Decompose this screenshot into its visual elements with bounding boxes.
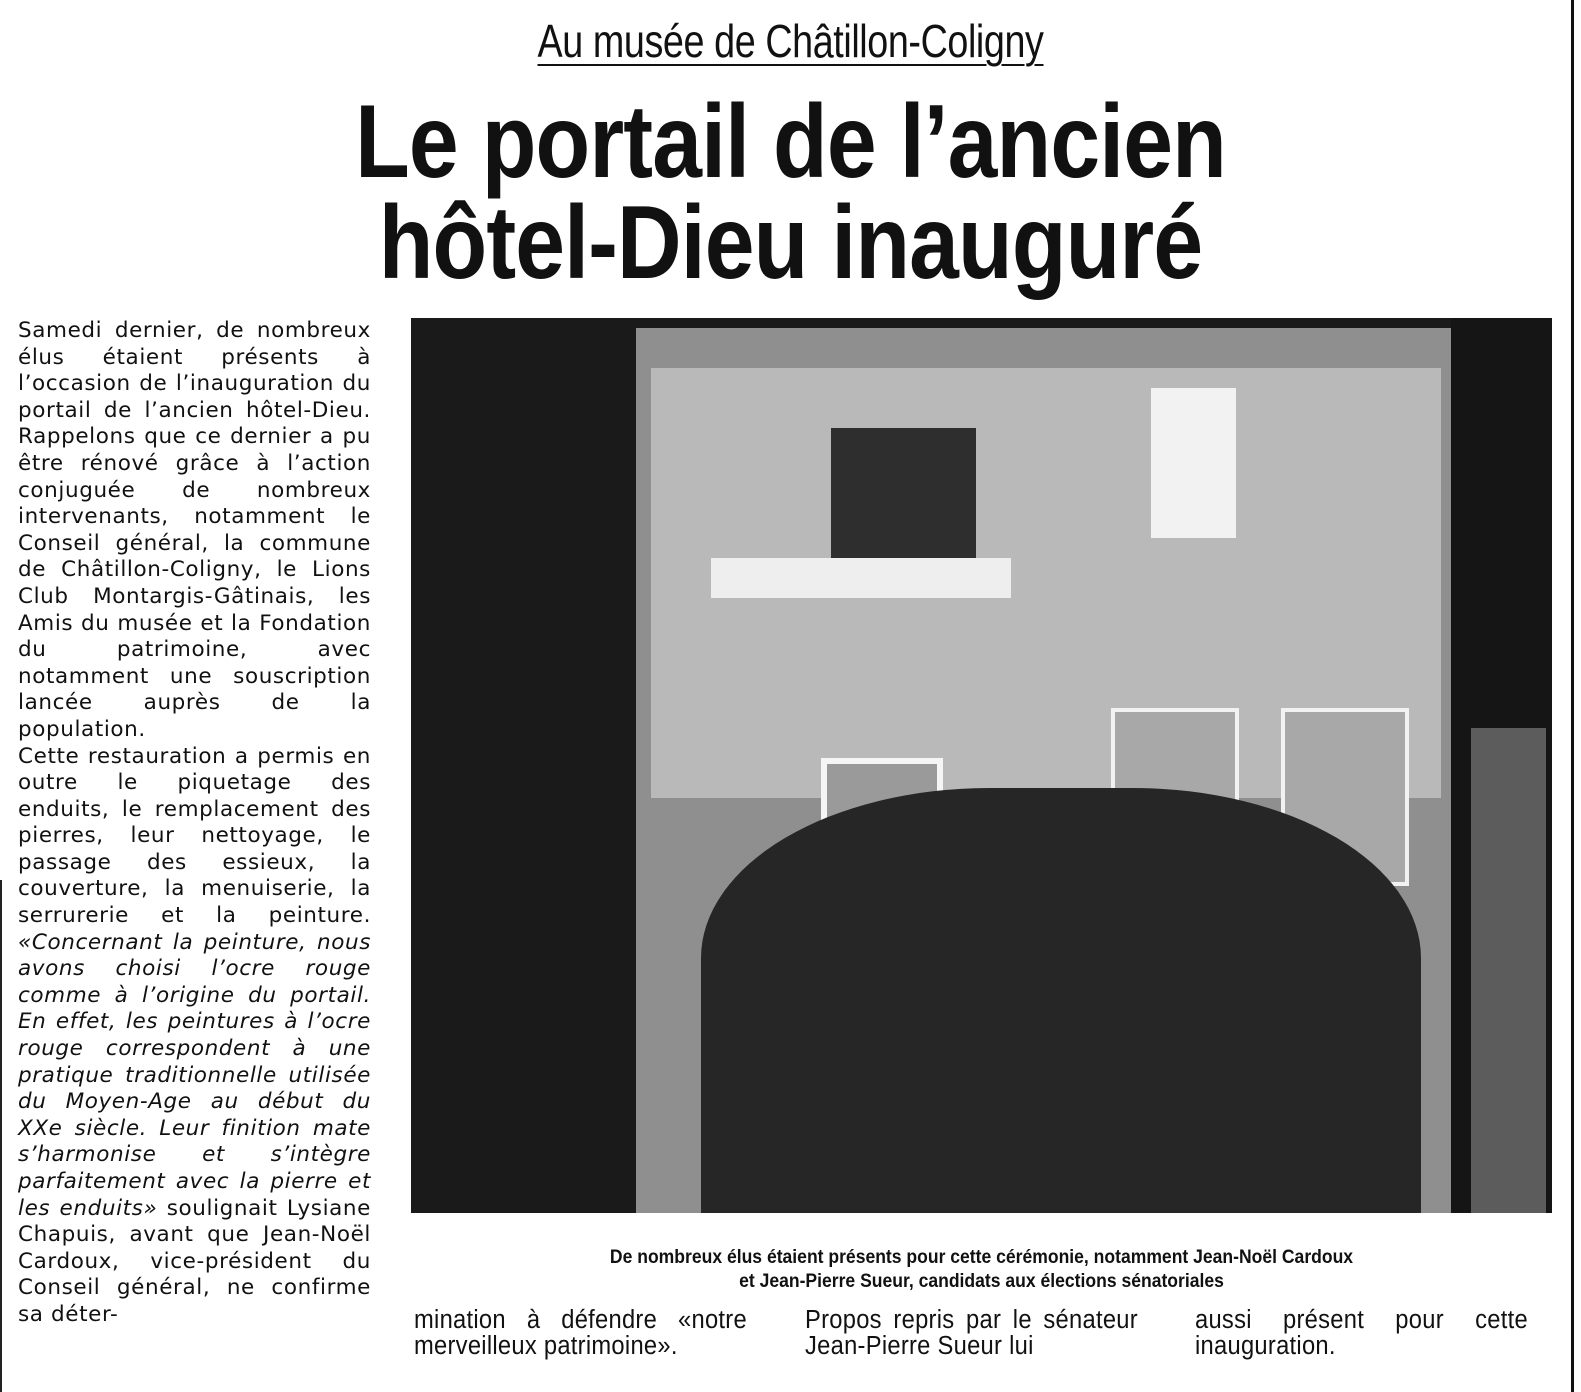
bottom-text-1: mination à défendre «notre merveilleux patrimoine». bbox=[414, 1306, 747, 1360]
paragraph-2-intro: Cette restauration a permis en outre le piquetage des enduits, le remplacement des pierres, leur nettoyage, le passage des essieux, la couverture, la menuiserie, la serrurerie et la peinture. bbox=[18, 743, 371, 929]
caption-line-1: De nombreux élus étaient présents pour cette cérémonie, notamment Jean-Noël Cardoux bbox=[609, 1246, 1354, 1268]
photo-door-panel bbox=[1471, 728, 1546, 1213]
bottom-text-2: Propos repris par le sénateur Jean-Pierre Sueur lui bbox=[805, 1306, 1138, 1360]
body-column-bottom-3 bbox=[1195, 1307, 1528, 1359]
body-column-bottom-1 bbox=[414, 1307, 747, 1359]
quote-lysiane-chapuis: «Concernant la peinture, nous avons choisi l’ocre rouge comme à l’origine du portail. En effet, les peintures à l’ocre rouge correspondent à une pratique traditionnelle utilisée du Moyen-Age au début du XXe siècle. Leur finition mate s’harmonise et s’intègre parfaitement avec la pierre et les enduits» bbox=[18, 929, 371, 1221]
kicker-text: Au musée de Châtillon-Coligny bbox=[537, 15, 1044, 67]
photo-window-sill bbox=[711, 558, 1011, 598]
paragraph-2-end: soulignait Lysiane Chapuis, avant que Jean-Noël Cardoux, vice-président du Conseil général, ne confirme sa déter- bbox=[18, 1195, 371, 1327]
article-kicker bbox=[142, 14, 1438, 68]
left-margin-rule bbox=[0, 880, 2, 1392]
body-column-bottom-2 bbox=[805, 1307, 1138, 1359]
headline-line-1: Le portail de l’ancien bbox=[355, 84, 1226, 200]
caption-line-2: et Jean-Pierre Sueur, candidats aux élections sénatoriales bbox=[739, 1270, 1224, 1292]
photo-light-window bbox=[1151, 388, 1236, 538]
bottom-text-3: aussi présent pour cette inauguration. bbox=[1195, 1306, 1528, 1360]
right-column-rule bbox=[1571, 0, 1574, 1392]
article-headline bbox=[111, 84, 1471, 301]
photo-crowd-of-officials bbox=[701, 788, 1421, 1213]
article-photo bbox=[411, 318, 1552, 1213]
headline-line-2: hôtel-Dieu inauguré bbox=[378, 185, 1203, 301]
photo-caption bbox=[468, 1245, 1495, 1293]
body-paragraph-2 bbox=[18, 744, 371, 1329]
body-column-left bbox=[18, 318, 371, 1329]
body-paragraph-1: Samedi dernier, de nombreux élus étaient présents à l’occasion de l’inauguration du portail de l’ancien hôtel-Dieu. Rappelons que ce dernier a pu être rénové grâce à l’action conjuguée de nombreux intervenants, notamment le Conseil général, la commune de Châtillon-Coligny, le Lions Club Montargis-Gâtinais, les Amis du musée et la Fondation du patrimoine, avec notamment une souscription lancée auprès de la population. bbox=[18, 318, 371, 742]
